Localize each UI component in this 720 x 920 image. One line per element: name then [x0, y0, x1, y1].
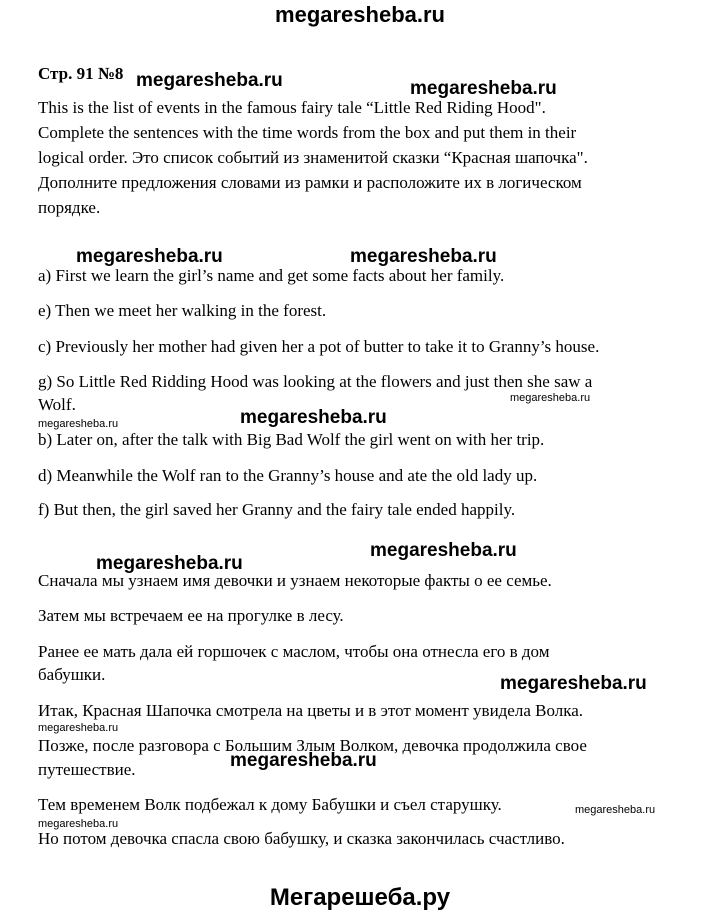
- answer-ru-line: Тем временем Волк подбежал к дому Бабушки и съел старушку.: [38, 795, 502, 814]
- answer-ru-line: путешествие.: [38, 760, 136, 779]
- watermark: megaresheba.ru: [38, 818, 119, 830]
- answer-en-line: c) Previously her mother had given her a pot of butter to take it to Granny’s house.: [38, 337, 600, 356]
- answer-ru-line: Затем мы встречаем ее на прогулке в лесу.: [38, 606, 344, 625]
- answer-en-line: d) Meanwhile the Wolf ran to the Granny’s house and ate the old lady up.: [38, 466, 538, 485]
- watermark: megaresheba.ru: [370, 540, 517, 561]
- watermark: megaresheba.ru: [76, 246, 223, 267]
- answer-ru-line: Сначала мы узнаем имя девочки и узнаем некоторые факты о ее семье.: [38, 571, 552, 590]
- answer-ru-line: Но потом девочка спасла свою бабушку, и сказка закончилась счастливо.: [38, 829, 565, 848]
- watermark: megaresheba.ru: [230, 750, 377, 771]
- answer-en-line: f) But then, the girl saved her Granny and the fairy tale ended happily.: [38, 500, 516, 519]
- instruction-line: logical order. Это список событий из знаменитой сказки “Красная шапочка".: [38, 148, 588, 167]
- answer-en-line: g) So Little Red Ridding Hood was looking at the flowers and just then she saw a: [38, 372, 593, 391]
- watermark: megaresheba.ru: [38, 418, 119, 430]
- answer-en-line: a) First we learn the girl’s name and get some facts about her family.: [38, 266, 505, 285]
- watermark: megaresheba.ru: [575, 804, 656, 816]
- answer-ru-line: бабушки.: [38, 665, 106, 684]
- instruction-line: Complete the sentences with the time words from the box and put them in their: [38, 123, 577, 142]
- watermark: megaresheba.ru: [96, 553, 243, 574]
- answer-en-line: b) Later on, after the talk with Big Bad Wolf the girl went on with her trip.: [38, 430, 545, 449]
- instruction-line: Дополните предложения словами из рамки и расположите их в логическом: [38, 173, 582, 192]
- watermark: megaresheba.ru: [410, 78, 557, 99]
- watermark: megaresheba.ru: [350, 246, 497, 267]
- watermark: megaresheba.ru: [136, 70, 283, 91]
- exercise-heading: Стр. 91 №8: [38, 64, 124, 83]
- answer-ru-line: Позже, после разговора с Большим Злым Волком, девочка продолжила свое: [38, 736, 587, 755]
- watermark: megaresheba.ru: [510, 392, 591, 404]
- instruction-line: This is the list of events in the famous fairy tale “Little Red Riding Hood".: [38, 98, 546, 117]
- answer-en-line: e) Then we meet her walking in the forest.: [38, 301, 327, 320]
- answer-en-line: Wolf.: [38, 395, 76, 414]
- answer-ru-line: Итак, Красная Шапочка смотрела на цветы и в этот момент увидела Волка.: [38, 701, 584, 720]
- site-header: megaresheba.ru: [275, 2, 445, 27]
- site-footer: Мегарешеба.ру: [269, 884, 451, 911]
- watermark: megaresheba.ru: [38, 722, 119, 734]
- watermark: megaresheba.ru: [500, 673, 647, 694]
- answer-ru-line: Ранее ее мать дала ей горшочек с маслом, чтобы она отнесла его в дом: [38, 642, 550, 661]
- instruction-line: порядке.: [38, 198, 101, 217]
- watermark: megaresheba.ru: [240, 407, 387, 428]
